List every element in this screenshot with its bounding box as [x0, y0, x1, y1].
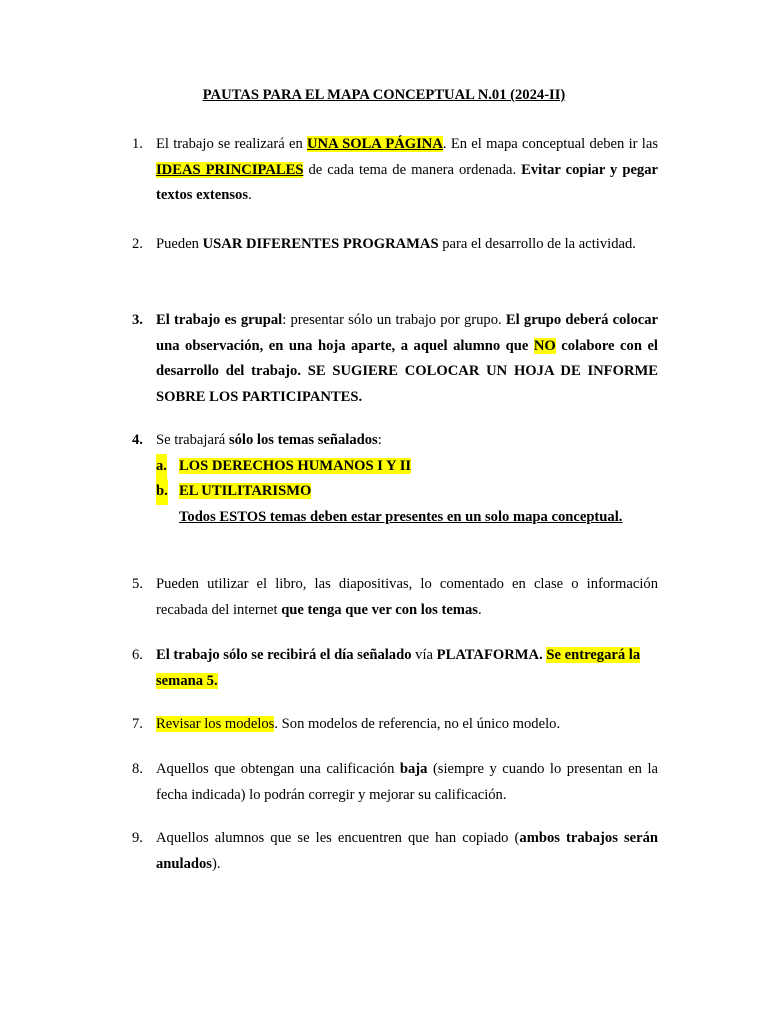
list-item	[132, 572, 658, 623]
item-text	[156, 428, 658, 454]
bold-text: PLATAFORMA.	[436, 647, 543, 663]
item-text	[156, 757, 658, 808]
text-run: Se trabajará	[156, 432, 229, 448]
text-run: . En el mapa conceptual deben ir las	[442, 136, 658, 152]
item-number: 2.	[132, 236, 143, 252]
text-run: de cada tema de manera ordenada.	[303, 161, 522, 178]
item-number: 3.	[132, 312, 143, 328]
text-run: Pueden	[156, 236, 203, 252]
list-item	[132, 308, 658, 410]
highlighted-text: Se entregará la semana 5.	[156, 647, 641, 689]
text-run: .	[477, 601, 482, 618]
bold-text: baja	[399, 761, 428, 777]
bold-text: El grupo deberá colocar una observación, en una hoja aparte, a aquel alumno que	[156, 312, 658, 354]
text-run: para el desarrollo de la actividad.	[438, 236, 636, 252]
bold-text: USAR DIFERENTES PROGRAMAS	[202, 236, 439, 252]
list-item	[132, 428, 658, 530]
text-run: Aquellos alumnos que se les encuentren que han copiado (	[156, 830, 520, 846]
text-run: ).	[211, 855, 221, 872]
bold-text: sólo los temas señalados	[228, 432, 378, 448]
item-number: 7.	[132, 716, 143, 732]
sub-item-text: EL UTILITARISMO	[179, 483, 312, 499]
bold-text: colabore con el desarrollo del trabajo. SE SUGIERE COLOCAR UN HOJA DE INFORME SOBRE LOS PARTICIPANTES.	[156, 337, 658, 405]
bold-text: Evitar copiar y pegar textos extensos	[156, 161, 658, 203]
bold-text: que tenga que ver con los temas	[281, 601, 478, 618]
highlighted-text: NO	[533, 337, 556, 354]
text-run: El trabajo se realizará en	[156, 136, 308, 152]
item-text	[156, 308, 658, 410]
text-run: : presentar sólo un trabajo por grupo.	[282, 312, 506, 328]
highlighted-text: Revisar los modelos	[156, 716, 275, 732]
item-text	[156, 643, 658, 694]
list-item	[132, 712, 658, 738]
text-run: (siempre y cuando lo presentan en la fecha indicada) lo podrán corregir y mejorar su calificación.	[156, 761, 658, 803]
list-item	[132, 132, 658, 209]
item-text	[156, 712, 658, 738]
item-text	[156, 232, 658, 258]
list-item	[132, 232, 658, 258]
text-run: . Son modelos de referencia, no el único modelo.	[274, 716, 561, 732]
bold-text: ambos trabajos serán anulados	[156, 830, 658, 872]
text-run: .	[248, 187, 252, 203]
highlighted-text: IDEAS PRINCIPALES	[156, 161, 304, 178]
item-text	[156, 572, 658, 623]
sub-item	[156, 454, 658, 480]
list-item	[132, 757, 658, 808]
topics-note: Todos ESTOS temas deben estar presentes en un solo mapa conceptual.	[179, 508, 623, 525]
sub-item-letter: b.	[156, 479, 168, 505]
page-title: PAUTAS PARA EL MAPA CONCEPTUAL N.01 (2024-II)	[202, 87, 566, 103]
item-number: 5.	[132, 576, 143, 592]
bold-text: El trabajo sólo se recibirá el día señalado	[156, 647, 412, 663]
sub-item	[156, 479, 658, 505]
text-run: :	[377, 432, 382, 448]
item-number: 8.	[132, 761, 143, 777]
bold-text: El trabajo es grupal	[156, 312, 283, 328]
text-run: Aquellos que obtengan una calificación	[156, 761, 400, 777]
sub-item-text: LOS DERECHOS HUMANOS I Y II	[179, 457, 412, 474]
list-item	[132, 826, 658, 877]
text-run: Pueden utilizar el libro, las diapositivas, lo comentado en clase o información recabada del internet	[156, 576, 658, 618]
list-item	[132, 643, 658, 694]
item-number: 6.	[132, 647, 143, 663]
item-text	[156, 826, 658, 877]
sub-item-letter: a.	[156, 454, 167, 480]
text-run: vía	[411, 647, 437, 663]
highlighted-text: UNA SOLA PÁGINA	[307, 136, 443, 152]
item-text	[156, 132, 658, 209]
item-number: 1.	[132, 136, 143, 152]
item-number: 9.	[132, 830, 143, 846]
item-number: 4.	[132, 432, 143, 448]
